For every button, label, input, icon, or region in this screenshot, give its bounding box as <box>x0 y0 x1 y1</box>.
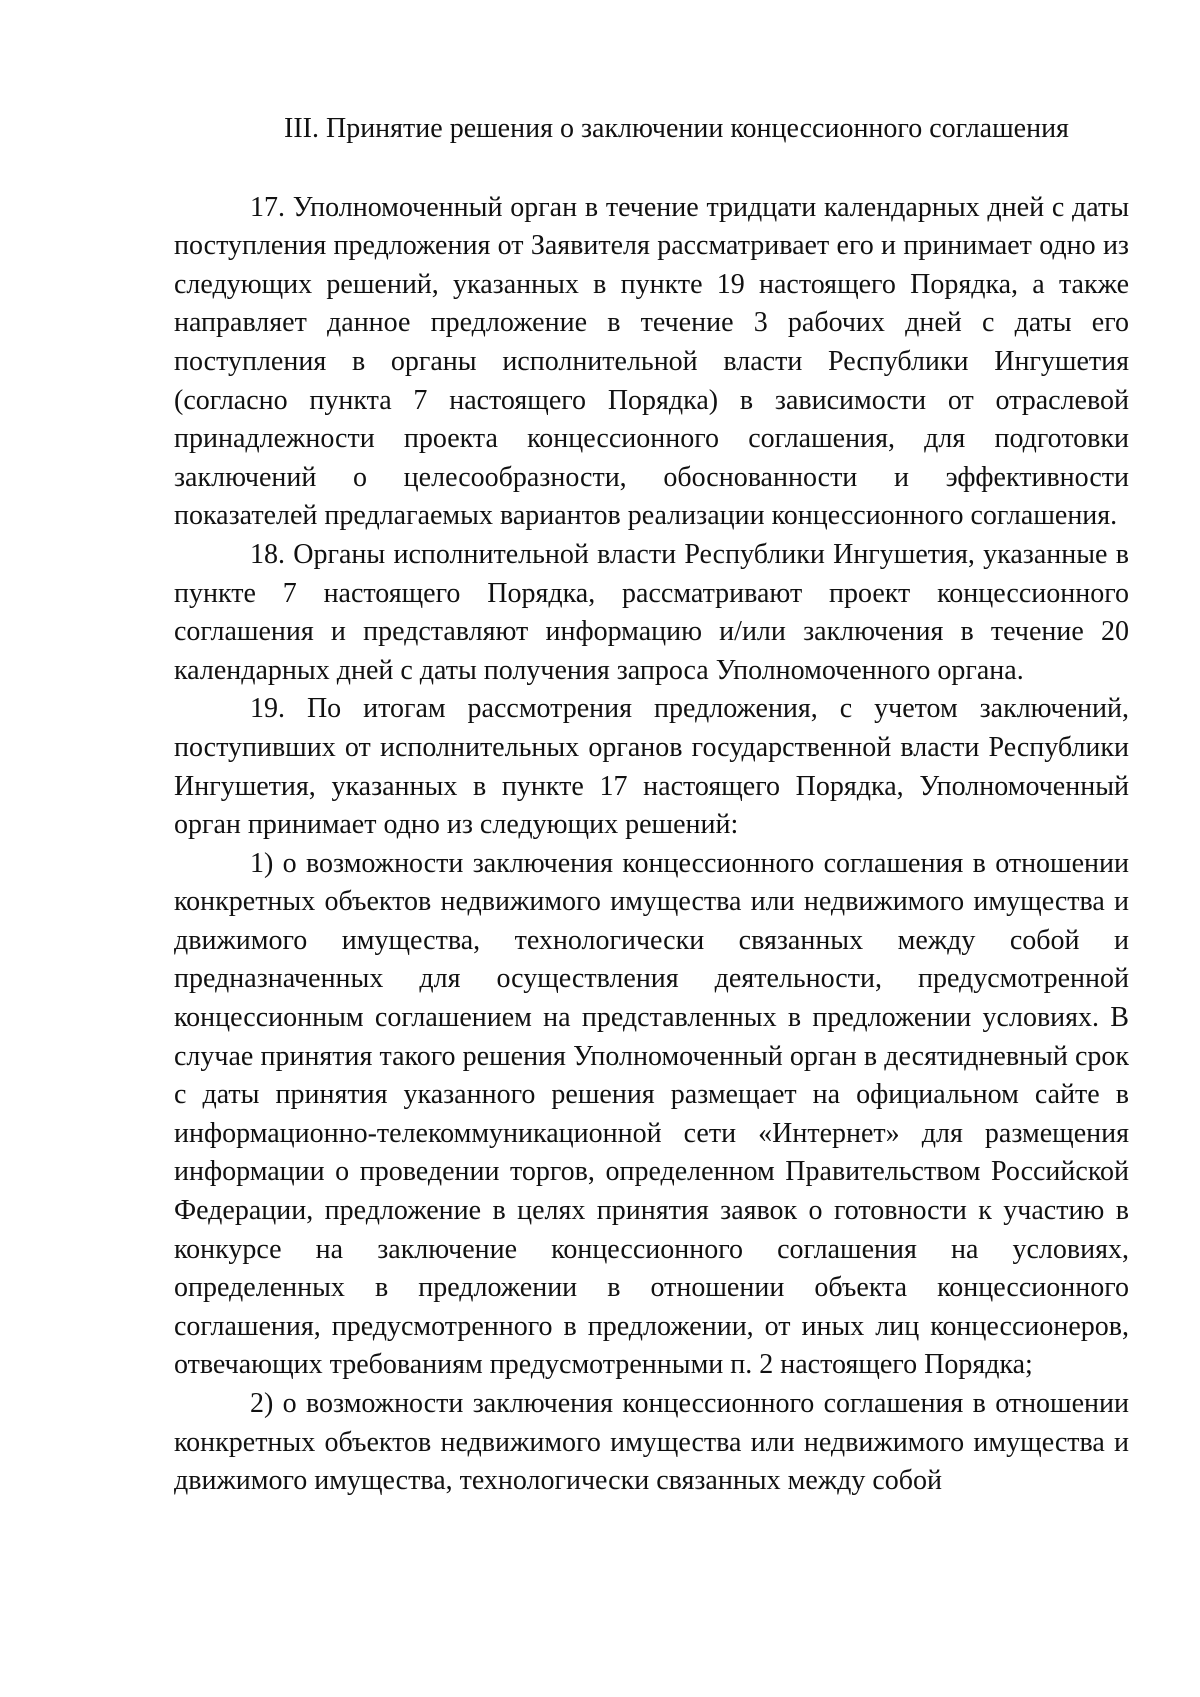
paragraph-18: 18. Органы исполнительной власти Республики Ингушетия, указанные в пункте 7 настоящего Порядка, рассматривают проект концессионного соглашения и представляют информацию и/или заключения в течение 20 календарных дней с даты получения запроса Уполномоченного органа. <box>174 538 1129 686</box>
paragraph-17: 17. Уполномоченный орган в течение тридцати календарных дней с даты поступления предложения от Заявителя рассматривает его и принимает одно из следующих решений, указанных в пункте 19 настоящего Порядка, а также направляет данное предложение в течение 3 рабочих дней с даты его поступления в органы исполнительной власти Республики Ингушетия (согласно пункта 7 настоящего Порядка) в зависимости от отраслевой принадлежности проекта концессионного соглашения, для подготовки заключений о целесообразности, обоснованности и эффективности показателей предлагаемых вариантов реализации концессионного соглашения. <box>174 191 1129 532</box>
document-body <box>174 110 1129 1501</box>
paragraph-19-item-2: 2) о возможности заключения концессионного соглашения в отношении конкретных объектов недвижимого имущества или недвижимого имущества и движимого имущества, технологически связанных между собой <box>174 1388 1129 1497</box>
section-heading: III. Принятие решения о заключении концессионного соглашения <box>284 113 1069 144</box>
paragraph-19-item-1: 1) о возможности заключения концессионного соглашения в отношении конкретных объектов недвижимого имущества или недвижимого имущества и движимого имущества, технологически связанных между собой и предназначенных для осуществления деятельности, предусмотренной концессионным соглашением на представленных в предложении условиях. В случае принятия такого решения Уполномоченный орган в десятидневный срок с даты принятия указанного решения размещает на официальном сайте в информационно-телекоммуникационной сети «Интернет» для размещения информации о проведении торгов, определенном Правительством Российской Федерации, предложение в целях принятия заявок о готовности к участию в конкурсе на заключение концессионного соглашения на условиях, определенных в предложении в отношении объекта концессионного соглашения, предусмотренного в предложении, от иных лиц концессионеров, отвечающих требованиям предусмотренными п. 2 настоящего Порядка; <box>174 847 1129 1381</box>
paragraph-19: 19. По итогам рассмотрения предложения, с учетом заключений, поступивших от исполнительных органов государственной власти Республики Ингушетия, указанных в пункте 17 настоящего Порядка, Уполномоченный орган принимает одно из следующих решений: <box>174 693 1129 841</box>
